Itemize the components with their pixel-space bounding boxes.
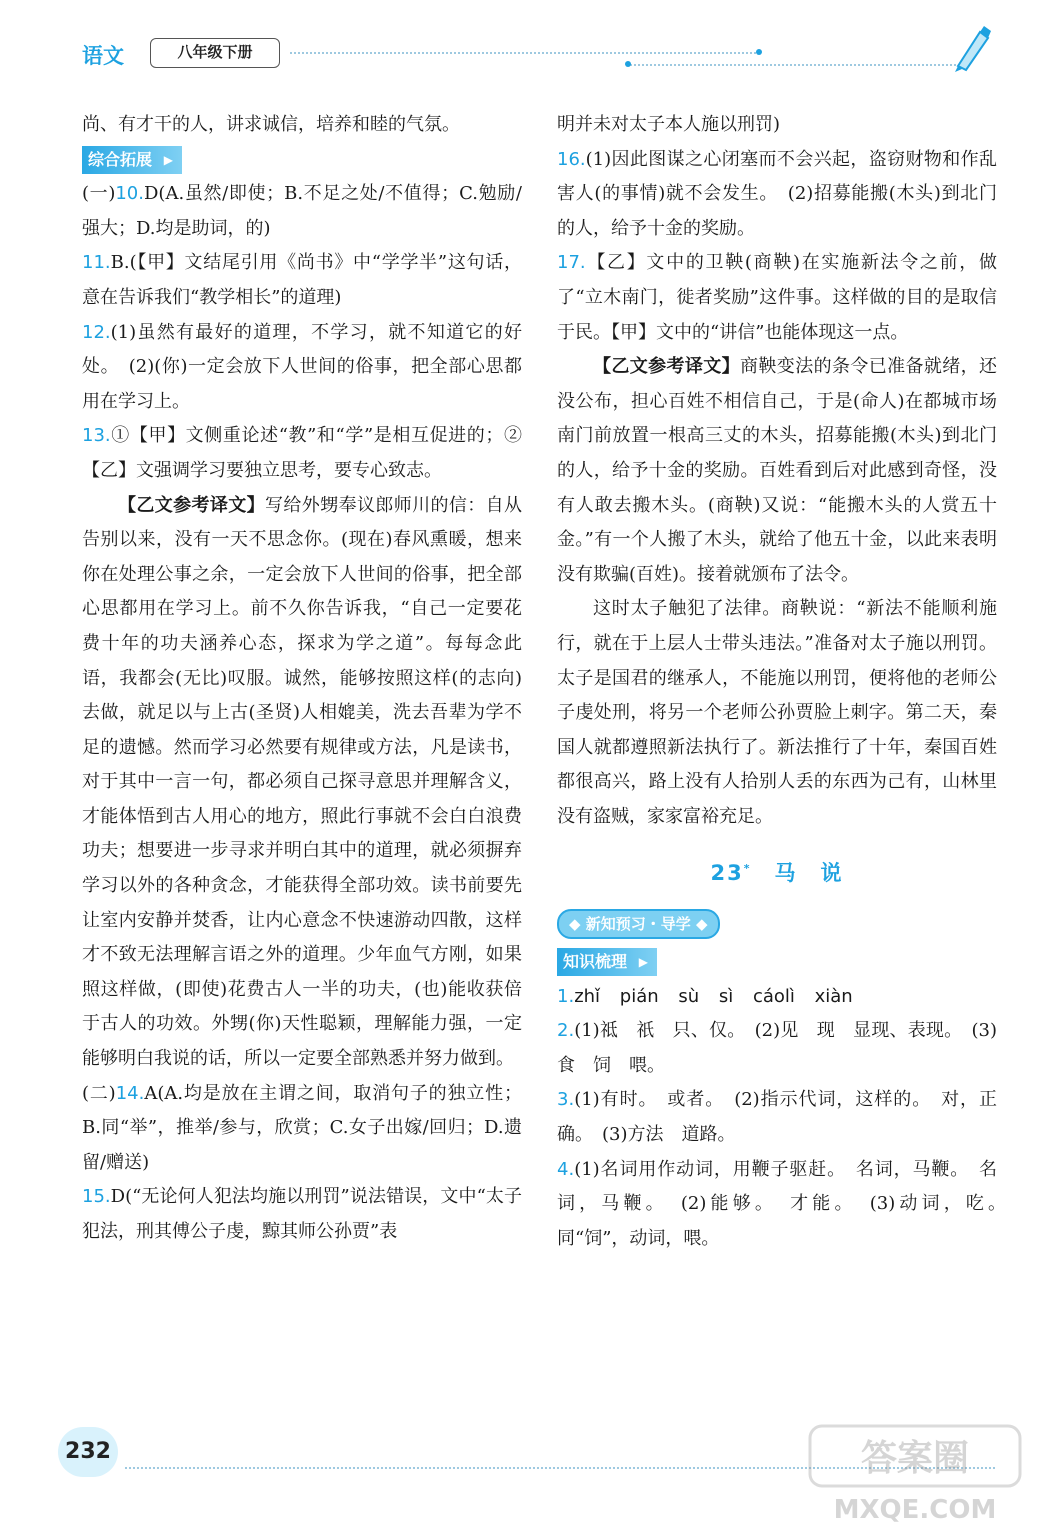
- section-tag-label: 综合拓展: [88, 149, 153, 169]
- answer-text: D(A.虽然/即使；B.不足之处/不值得；C.勉励/强大；D.均是助词，的): [82, 183, 522, 239]
- question-number: 4.: [557, 1158, 575, 1180]
- pinyin-text: zhǐ pián sù sì cáolì xiàn: [574, 985, 853, 1007]
- question-number: 11.: [82, 252, 111, 274]
- svg-text:答案圈: 答案圈: [860, 1438, 970, 1479]
- section-tag-extension: [82, 146, 182, 174]
- page-number: 232: [58, 1427, 118, 1477]
- translation-paragraph: [557, 350, 997, 592]
- preview-pill: ◆ 新知预习・导学 ◆: [557, 909, 720, 939]
- pen-icon: [950, 22, 992, 72]
- question-number: 13.: [82, 425, 111, 447]
- answer-4: [557, 1153, 1015, 1257]
- answer-12: [82, 316, 522, 420]
- right-column: [557, 108, 1015, 1256]
- answer-text: (1)名词用作动词，用鞭子驱赶。 名词，马鞭。 名词，马鞭。 (2)能够。 才能。 (3)动词，吃。 同“饲”，动词，喂。: [557, 1158, 1015, 1249]
- question-number: 16.: [557, 148, 586, 170]
- lesson-number: 23: [710, 861, 744, 886]
- header-dot: [756, 49, 762, 55]
- answer-11: [82, 246, 522, 315]
- answer-text: (1)虽然有最好的道理，不学习，就不知道它的好处。 (2)(你)一定会放下人世间的俗事，把全部心思都用在学习上。: [82, 321, 522, 412]
- answer-text: A(A.均是放在主谓之间，取消句子的独立性；B.同“举”，推举/参与，欣赏；C.女子出嫁/回归；D.遗留/赠送): [82, 1082, 522, 1173]
- question-number: 2.: [557, 1020, 575, 1042]
- lesson-name: 马 说: [774, 861, 844, 886]
- question-number: 12.: [82, 321, 111, 343]
- question-number: 3.: [557, 1089, 575, 1111]
- answer-text: (1)因此图谋之心闭塞而不会兴起，盗窃财物和作乱害人(的事情)就不会发生。 (2)招募能搬(木头)到北门的人，给予十金的奖励。: [557, 148, 997, 239]
- watermark-logo: [800, 1418, 1030, 1530]
- header-divider-2: [630, 64, 960, 66]
- answer-2: [557, 1014, 997, 1083]
- svg-text:MXQE.COM: MXQE.COM: [833, 1495, 997, 1525]
- translation-label: 【乙文参考译文】: [593, 356, 741, 378]
- answer-text: B.(【甲】文结尾引用《尚书》中“学学半”这句话，意在告诉我们“教学相长”的道理): [82, 252, 522, 308]
- answer-14: [82, 1077, 522, 1181]
- answer-16: [557, 143, 997, 247]
- answer-13: [82, 419, 522, 488]
- translation-label: 【乙文参考译文】: [118, 494, 266, 516]
- answer-text: (1)有时。 或者。 (2)指示代词，这样的。 对，正确。 (3)方法 道路。: [557, 1089, 997, 1146]
- question-number: 10.: [115, 183, 144, 205]
- right-line-1: 明并未对太子本人施以刑罚): [557, 114, 781, 135]
- question-number: 14.: [115, 1082, 145, 1104]
- answer-15: [82, 1180, 522, 1249]
- answer-3: [557, 1083, 997, 1152]
- answer-10: [82, 177, 522, 246]
- part-label: (二): [82, 1082, 116, 1104]
- header-divider: [290, 52, 760, 54]
- answer-1: [557, 980, 997, 1015]
- answer-text: ①【甲】文侧重论述“教”和“学”是相互促进的；②【乙】文强调学习要独立思考，要专心致志。: [82, 425, 522, 481]
- question-number: 1.: [557, 985, 575, 1007]
- answer-text: D(“无论何人犯法均施以刑罚”说法错误，文中“太子犯法，刑其傅公子虔，黥其师公孙贾”表: [82, 1186, 522, 1242]
- section-tag-label: 知识梳理: [563, 952, 628, 972]
- translation-text: 商鞅变法的条令已准备就绪，还没公布，担心百姓不相信自己，于是(命人)在都城市场南门前放置一根高三丈的木头，招募能搬(木头)到北门的人，给予十金的奖励。百姓看到后对此感到奇怪，没有人敢去搬木头。(商鞅)又说：“能搬木头的人赏五十金。”有一个人搬了木头，就给了他五十金，以此来表明没有欺骗(百姓)。接着就颁布了法令。: [557, 356, 997, 585]
- translation-paragraph: [82, 489, 522, 1077]
- translation-text: 写给外甥奉议郎师川的信：自从告别以来，没有一天不思念你。(现在)春风熏暖，想来你在处理公事之余，一定会放下人世间的俗事，把全部心思都用在学习上。前不久你告诉我，“自己一定要花费十年的功夫涵养心态，探求为学之道”。每每念此语，我都会(无比)叹服。诚然，能够按照这样(的志向)去做，就足以与上古(圣贤)人相媲美，洗去吾辈为学不足的遗憾。然而学习必然要有规律或方法，凡是读书，对于其中一言一句，都必须自己探寻意思并理解含义，才能体悟到古人用心的地方，照此行事就不会白白浪费功夫；想要进一步寻求并明白其中的道理，就必须摒弃学习以外的各种贪念，才能获得全部功效。读书前要先让室内安静并焚香，让内心意念不快速游动四散，这样才不致无法理解言语之外的道理。少年血气方刚，如果照这样做，(即使)花费古人一半的功夫，(也)能收获倍于古人的功效。外甥(你)天性聪颖，理解能力强，一定能够明白我说的话，所以一定要全部熟悉并努力做到。: [82, 494, 522, 1070]
- triangle-right-icon: ▶: [163, 152, 174, 167]
- answer-17: [557, 246, 997, 350]
- triangle-right-icon: ▶: [638, 955, 649, 970]
- subject-title: 语文: [82, 44, 124, 68]
- answer-text: 【乙】文中的卫鞅(商鞅)在实施新法令之前，做了“立木南门，徙者奖励”这件事。这样做的目的是取信于民。【甲】文中的“讲信”也能体现这一点。: [557, 252, 997, 343]
- translation-paragraph-2: 这时太子触犯了法律。商鞅说：“新法不能顺利施行，就在于上层人士带头违法。”准备对太子施以刑罚。太子是国君的继承人，不能施以刑罚，便将他的老师公子虔处刑，将另一个老师公孙贾脸上刺字。第二天，秦国人就都遵照新法执行了。新法推行了十年，秦国百姓都很高兴，路上没有人拾别人丢的东西为己有，山林里没有盗贼，家家富裕充足。: [557, 598, 997, 827]
- left-column: [82, 108, 522, 1250]
- question-number: 17.: [557, 252, 586, 274]
- grade-label: 八年级下册: [150, 38, 280, 68]
- section-tag-knowledge: [557, 948, 657, 976]
- left-line-1: 尚、有才干的人，讲求诚信，培养和睦的气氛。: [82, 114, 460, 135]
- part-label: (一): [82, 183, 116, 205]
- question-number: 15.: [82, 1186, 111, 1208]
- lesson-title: [557, 852, 997, 891]
- answer-text: (1)祗 祇 只、仅。 (2)见 现 显现、表现。 (3)食 饲 喂。: [557, 1020, 997, 1076]
- lesson-star: *: [743, 862, 752, 876]
- header-dot: [625, 61, 631, 67]
